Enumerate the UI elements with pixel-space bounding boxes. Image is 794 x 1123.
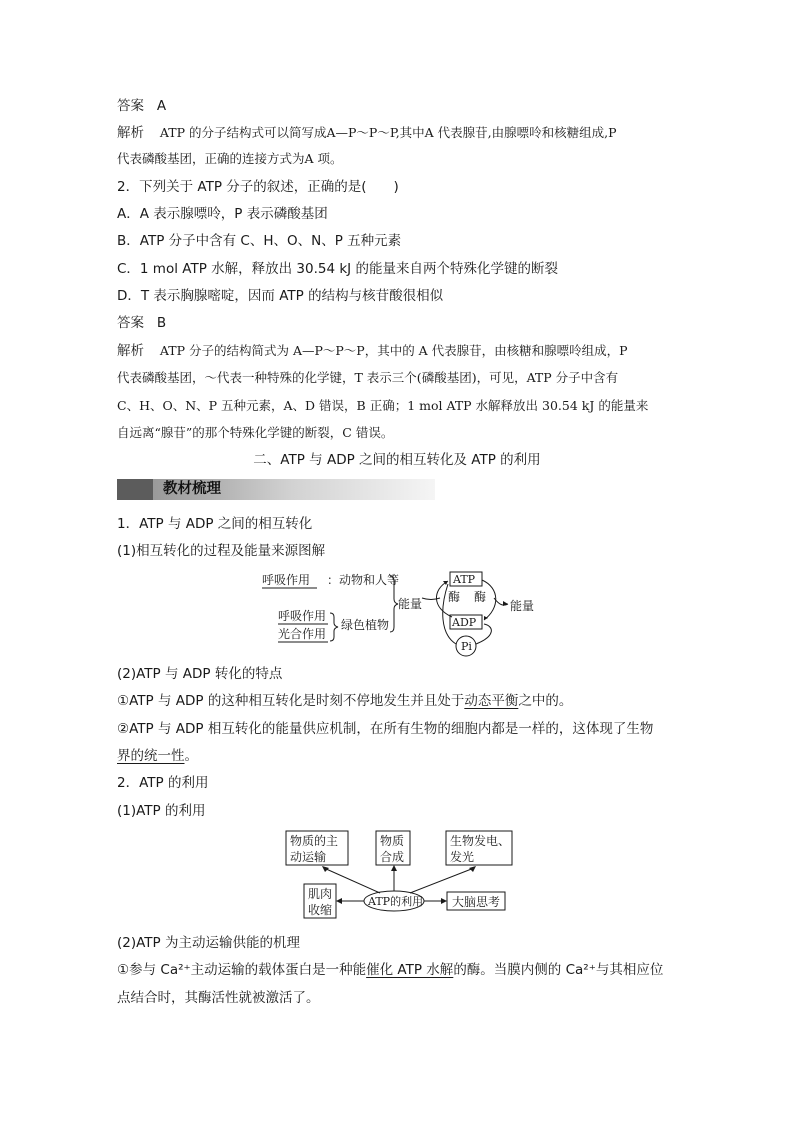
active-transport-l1: 物质的主 [290, 834, 339, 848]
q2-option-d: D．T 表示胸腺嘧啶，因而 ATP 的结构与核苷酸很相似 [117, 288, 444, 304]
q2-analysis-line3: C、H、O、N、P 五种元素，A、D 错误，B 正确；1 mol ATP 水解释放出 30.54 kJ 的能量来 [117, 398, 649, 413]
part2-sub1: (1)ATP 的利用 [117, 803, 206, 819]
atp-utilization-label: ATP的利用 [368, 895, 424, 908]
banner-label: 教材梳理 [163, 481, 221, 497]
answer-value: B [156, 315, 167, 331]
brace-small [330, 613, 338, 641]
bioelectric-l1: 生物发电、 [450, 834, 511, 848]
part2-heading: 2．ATP 的利用 [117, 775, 209, 791]
analysis-label: 解析 [117, 125, 144, 141]
part1-sub1: (1)相互转化的过程及能量来源图解 [117, 543, 326, 559]
atp-adp-conversion-diagram [262, 568, 552, 660]
label-respiration-a: 呼吸作用 [262, 573, 311, 587]
analysis-label: 解析 [117, 343, 144, 359]
q2-analysis-line4: 自远离“腺苷”的那个特殊化学键的断裂，C 错误。 [117, 425, 394, 440]
underlined-answer: 催化 ATP 水解 [366, 962, 454, 978]
section-title: 二、ATP 与 ADP 之间的相互转化及 ATP 的利用 [253, 452, 541, 468]
q2-analysis-line1 [117, 341, 628, 361]
part2-point1-line1: ①参与 Ca²⁺主动运输的载体蛋白是一种能催化 ATP 水解的酶。当膜内侧的 Ca²⁺与其相应位 [117, 962, 664, 978]
muscle-l1: 肌肉 [308, 887, 333, 901]
q2-answer [117, 313, 166, 333]
part1-heading: 1．ATP 与 ADP 之间的相互转化 [117, 516, 313, 532]
q2-option-b: B．ATP 分子中含有 C、H、O、N、P 五种元素 [117, 233, 402, 249]
underlined-answer: 动态平衡 [464, 693, 519, 709]
brain-label: 大脑思考 [452, 895, 501, 909]
q2-option-a: A．A 表示腺嘌呤，P 表示磷酸基团 [117, 206, 328, 222]
answer-label: 答案 [117, 315, 144, 331]
part2-sub2: (2)ATP 为主动运输供能的机理 [117, 935, 300, 951]
q2-option-c: C．1 mol ATP 水解，释放出 30.54 kJ 的能量来自两个特殊化学键的断裂 [117, 261, 558, 277]
pi-label: Pi [461, 640, 472, 653]
label-respiration-b: 呼吸作用 [278, 609, 327, 623]
q1-answer [117, 96, 166, 116]
analysis-text: ATP 分子的结构简式为 A—P～P～P，其中的 A 代表腺苷，由核糖和腺嘌呤组成，P [159, 343, 628, 358]
answer-value: A [156, 98, 167, 114]
muscle-l2: 收缩 [308, 903, 333, 917]
q2-stem: 2．下列关于 ATP 分子的叙述，正确的是( ) [117, 179, 399, 195]
banner-accent [117, 479, 153, 500]
label-energy-in: 能量 [398, 597, 423, 611]
part2-point1-line2: 点结合时，其酶活性就被激活了。 [117, 990, 320, 1006]
q1-analysis-line2: 代表磷酸基团，正确的连接方式为A 项。 [117, 151, 343, 166]
part1-point2-line2: 界的统一性。 [117, 748, 198, 764]
label-animals: ：动物和人等 [327, 573, 400, 587]
answer-label: 答案 [117, 98, 144, 114]
synthesis-l1: 物质 [380, 834, 405, 848]
adp-label: ADP [452, 616, 477, 629]
part1-sub2: (2)ATP 与 ADP 转化的特点 [117, 666, 283, 682]
synthesis-l2: 合成 [380, 850, 405, 864]
label-photosynthesis: 光合作用 [278, 627, 327, 641]
label-energy-out: 能量 [510, 599, 535, 613]
label-enzyme-right: 酶 [474, 590, 487, 604]
section-banner [117, 479, 435, 500]
q2-analysis-line2: 代表磷酸基团，～代表一种特殊的化学键，T 表示三个(磷酸基团)，可见，ATP 分子中含有 [117, 370, 619, 385]
atp-utilization-diagram [284, 828, 518, 920]
atp-label: ATP [453, 573, 476, 586]
underlined-answer: 界的统一性 [117, 748, 185, 764]
q1-analysis-line1 [117, 123, 617, 143]
active-transport-l2: 动运输 [290, 850, 327, 864]
analysis-text: ATP 的分子结构式可以简写成A—P～P～P,其中A 代表腺苷,由腺嘌呤和核糖组成,P [159, 125, 617, 140]
label-green-plants: 绿色植物 [341, 618, 390, 632]
label-enzyme-left: 酶 [448, 590, 461, 604]
bioelectric-l2: 发光 [450, 850, 475, 864]
part1-point1: ①ATP 与 ADP 的这种相互转化是时刻不停地发生并且处于动态平衡之中的。 [117, 693, 573, 709]
part1-point2-line1: ②ATP 与 ADP 相互转化的能量供应机制，在所有生物的细胞内都是一样的，这体现了生物 [117, 721, 654, 737]
